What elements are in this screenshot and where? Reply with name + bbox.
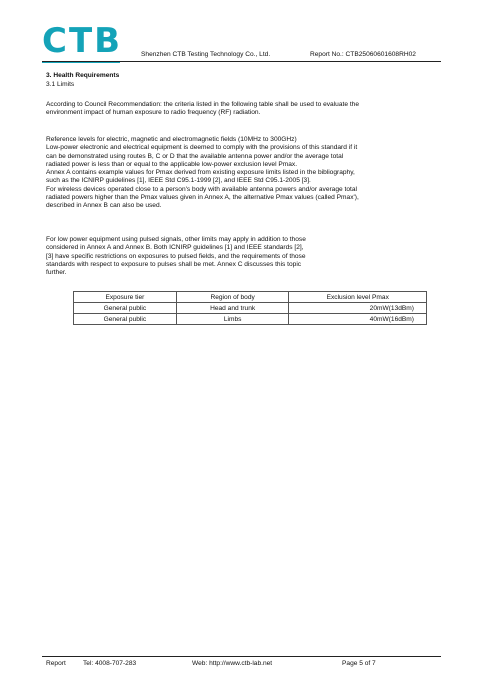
table-cell: 20mW(13dBm) bbox=[289, 303, 427, 314]
section-title: 3. Health Requirements bbox=[46, 72, 120, 79]
subsection-title: 3.1 Limits bbox=[46, 80, 75, 88]
footer-telephone: Tel: 4008-707-283 bbox=[83, 660, 137, 667]
footer-divider bbox=[42, 656, 441, 657]
text-line: standards with respect to exposure to pulses shall be met. Annex C discusses this topic bbox=[46, 260, 302, 268]
table-row bbox=[74, 314, 427, 325]
header-report-number: Report No.: CTB25060601608RH02 bbox=[310, 51, 416, 58]
logo-text: CTB bbox=[42, 21, 123, 61]
header-divider bbox=[42, 61, 441, 62]
table-cell: General public bbox=[74, 303, 177, 314]
footer-website: Web: http://www.ctb-lab.net bbox=[192, 660, 273, 667]
text-line: environment impact of human exposure to radio frequency (RF) radiation. bbox=[46, 109, 261, 117]
footer-report-label: Report bbox=[46, 660, 66, 667]
table-header-exposure-tier: Exposure tier bbox=[74, 292, 177, 303]
text-line: Annex A contains example values for Pmax derived from existing exposure limits listed in the bibliography, bbox=[46, 169, 355, 177]
table-cell: Limbs bbox=[176, 314, 289, 325]
text-line: [3] have specific restrictions on exposures to pulsed fields, and the requirements of those bbox=[46, 252, 306, 260]
table-header-exclusion-level: Exclusion level Pmax bbox=[289, 292, 427, 303]
footer-page-number: Page 5 of 7 bbox=[342, 660, 376, 667]
text-line: described in Annex B can also be used. bbox=[46, 202, 162, 210]
paragraph-reference-levels bbox=[46, 136, 441, 211]
header-company-name: Shenzhen CTB Testing Technology Co., Ltd. bbox=[141, 51, 271, 58]
text-line: radiated power is less than or equal to the applicable low-power exclusion level Pmax. bbox=[46, 160, 298, 168]
text-line: Reference levels for electric, magnetic and electromagnetic fields (10MHz to 300GHz) bbox=[46, 136, 297, 143]
table-cell: Head and trunk bbox=[176, 303, 289, 314]
table-cell: 40mW(16dBm) bbox=[289, 314, 427, 325]
text-line: can be demonstrated using routes B, C or D that the available antenna power and/or the average total bbox=[46, 152, 344, 160]
text-line: For low power equipment using pulsed signals, other limits may apply in addition to those bbox=[46, 236, 306, 243]
table-header-region-of-body: Region of body bbox=[176, 292, 289, 303]
text-line: considered in Annex A and Annex B. Both ICNIRP guidelines [1] and IEEE standards [2], bbox=[46, 244, 304, 252]
text-line: According to Council Recommendation: the criteria listed in the following table shall be used to evaluate the bbox=[46, 101, 360, 108]
text-line: For wireless devices operated close to a person's body with available antenna powers and/or average total bbox=[46, 185, 357, 193]
table-row bbox=[74, 303, 427, 314]
exclusion-level-table bbox=[73, 291, 427, 325]
text-line: Low-power electronic and electrical equipment is deemed to comply with the provisions of this standard if it bbox=[46, 144, 358, 152]
ctb-logo bbox=[42, 22, 124, 60]
table-header-row bbox=[74, 292, 427, 303]
text-line: further. bbox=[46, 269, 67, 277]
paragraph-pulsed-signals bbox=[46, 236, 441, 277]
text-line: such as the ICNIRP guidelines [1], IEEE Std C95.1-1999 [2], and IEEE Std C95.1-2005 [3]. bbox=[46, 177, 311, 185]
table-cell: General public bbox=[74, 314, 177, 325]
text-line: radiated powers higher than the Pmax values given in Annex A, the alternative Pmax values (called Pmax'), bbox=[46, 194, 359, 202]
paragraph-council-recommendation bbox=[46, 101, 441, 118]
